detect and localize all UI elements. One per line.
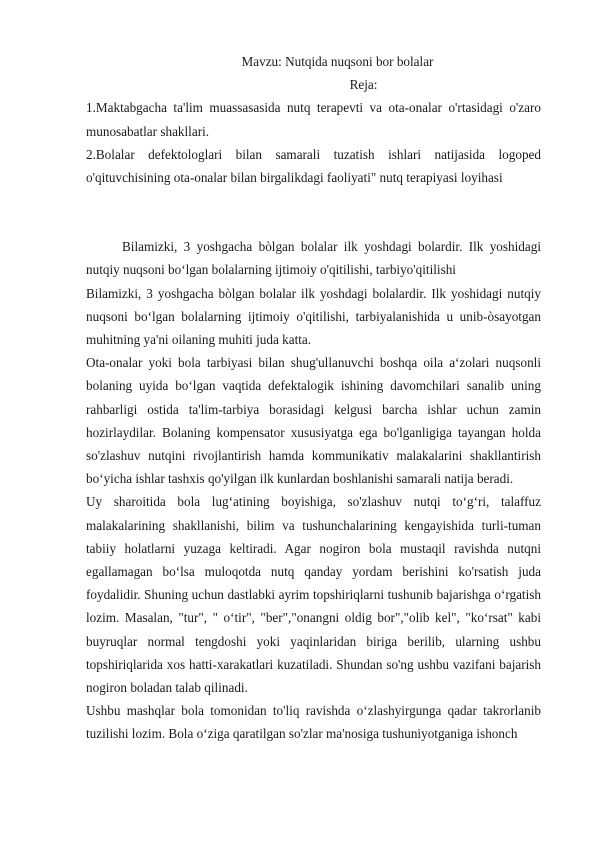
paragraph-3: Ota-onalar yoki bola tarbiyasi bilan shug'ullanuvchi boshqa oila a‘zolari nuqsonli bolaning uyida bo‘lgan vaqtida defektalogik ishining davomchilari sanalib uning rahbarligi ostida ta'lim-tarbiya borasidagi kelgusi barcha ishlar uchun zamin hozirlaydilar. Bolaning kompensator xususiyatga ega bo'lganligiga tayangan holda so'zlashuv nutqini rivojlantirish hamda kommunikativ malakalarini shakllantirish bo‘yicha ishlar tashxis qo'yilgan ilk kunlardan boshlanishi samarali natija beradi. bbox=[86, 355, 541, 487]
plan-heading: Reja: bbox=[349, 77, 378, 93]
plan-item-2: 2.Bolalar defektologlari bilan samarali tuzatish ishlari natijasida logoped o'qituvchisining ota-onalar bilan birgalikdagi faoliyati" nutq terapiyasi loyihasi bbox=[86, 146, 541, 186]
plan-list bbox=[86, 96, 541, 189]
document-title: Mavzu: Nutqida nuqsoni bor bolalar bbox=[241, 54, 434, 69]
paragraph-5: Ushbu mashqlar bola tomonidan to'liq ravishda o‘zlashyirgunga qadar takrorlanib tuzilishi lozim. Bola o‘ziga qaratilgan so'zlar ma'nosiga tushuniyotganiga ishonch bbox=[86, 703, 541, 742]
spacer bbox=[86, 189, 541, 235]
paragraph-4: Uy sharoitida bola lug‘atining boyishiga, so'zlashuv nutqi to‘g‘ri, talaffuz malakalarining shakllanishi, bilim va tushunchalarining kengayishida turli-tuman tabiiy holatlarni yuzaga keltiradi. Agar nogiron bola mustaqil ravishda nutqni egallamagan bo‘lsa muloqotda nutq qanday yordam berishini ko'rsatish juda foydalidir. Shuning uchun dastlabki ayrim topshiriqlarni tushunib bajarishga o‘rgatish lozim. Masalan, "tur", " o‘tir", "ber","onangni oldig bor","olib kel", "ko‘rsat" kabi buyruqlar normal tengdoshi yoki yaqinlaridan biriga berilib, ularning ushbu topshiriqlarida xos hatti-xarakatlari kuzatiladi. Shundan so'ng ushbu vazifani bajarish nogiron boladan talab qilinadi. bbox=[86, 494, 541, 696]
body-text bbox=[86, 235, 541, 745]
paragraph-2: Bilamizki, 3 yoshgacha bòlgan bolalar ilk yoshdagi bolalardir. Ilk yoshidagi nutqiy nuqsoni bo‘lgan bolalarning ijtimoiy o'qitilishi, tarbiyalanishida u unib-òsayotgan muhitning ya'ni oilaning muhiti juda katta. bbox=[86, 285, 541, 348]
paragraph-1: Bilamizki, 3 yoshgacha bòlgan bolalar ilk yoshdagi bolardir. Ilk yoshidagi nutqiy nuqsoni bo‘lgan bolalarning ijtimoiy o'qitilishi, tarbiyo'qitilishi bbox=[86, 239, 541, 278]
plan-item-1: 1.Maktabgacha ta'lim muassasasida nutq terapevti va ota-onalar o'rtasidagi o'zaro munosabatlar shakllari. bbox=[86, 100, 541, 139]
